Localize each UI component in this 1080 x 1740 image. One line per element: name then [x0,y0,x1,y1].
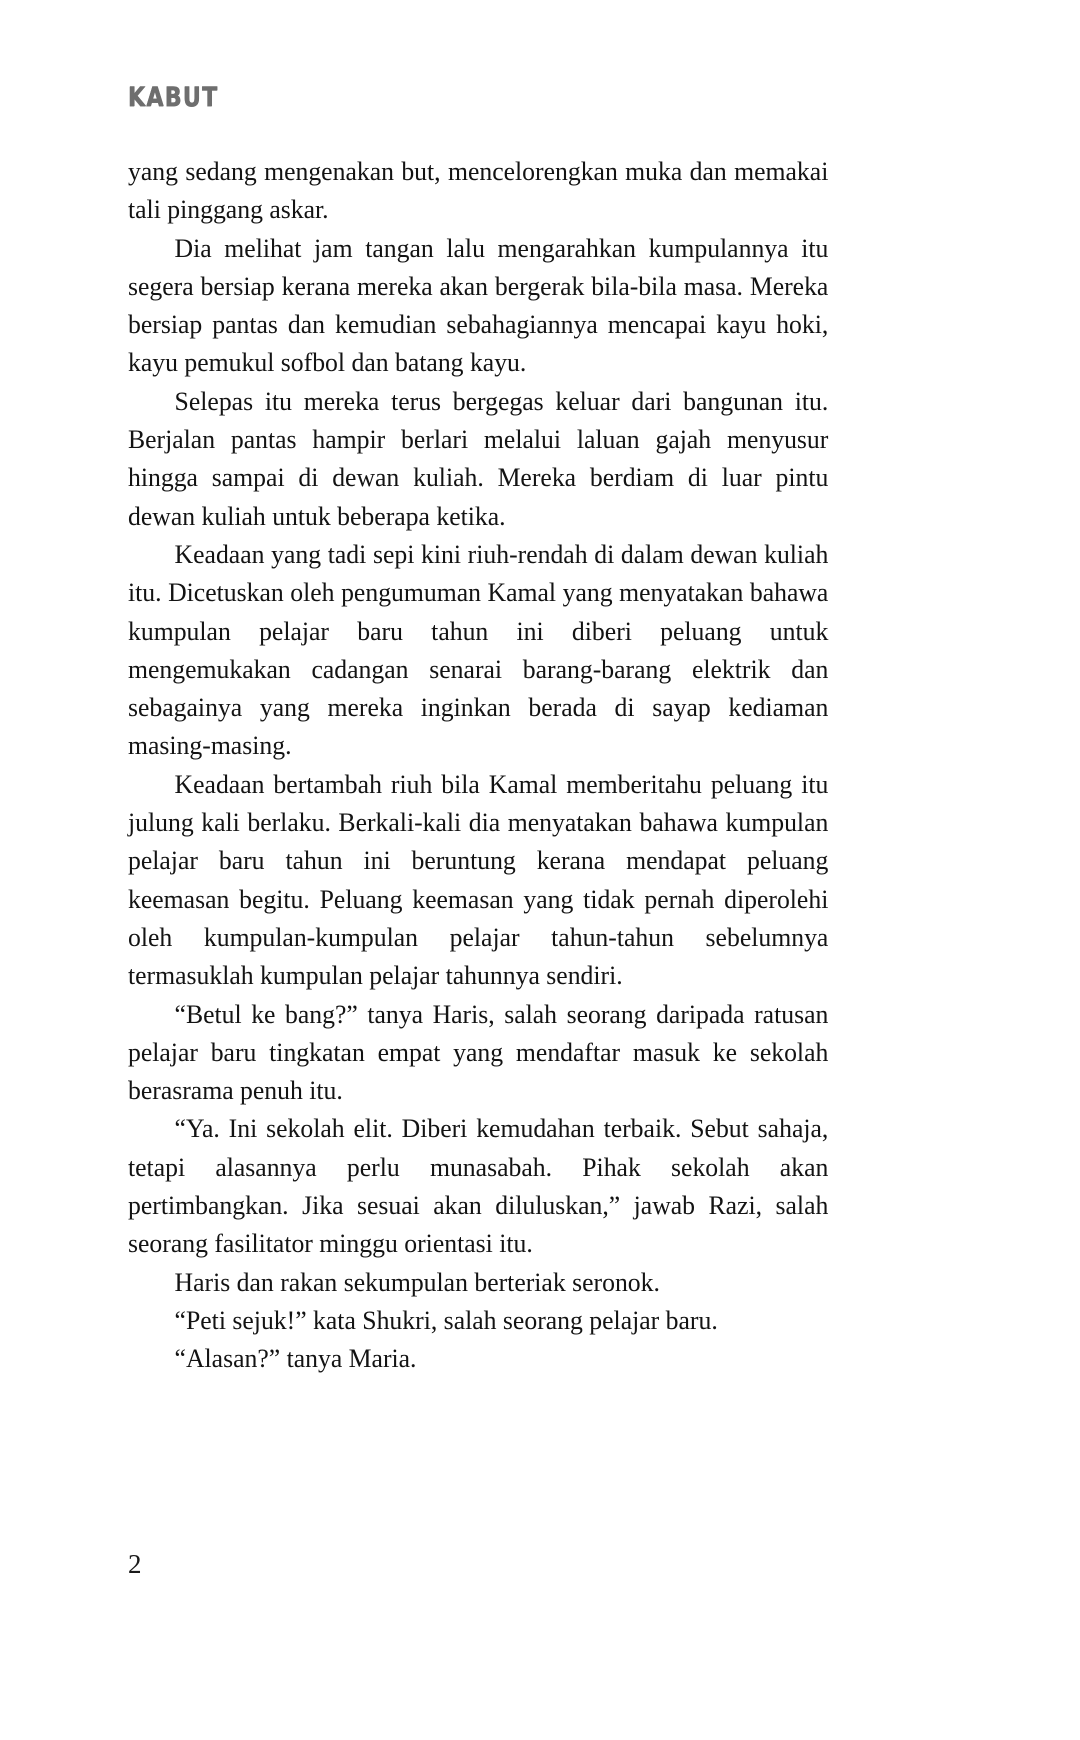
paragraph: “Peti sejuk!” kata Shukri, salah seorang pelajar baru. [174,1304,718,1335]
page-number: 2 [128,1549,142,1579]
paragraph: “Ya. Ini sekolah elit. Diberi kemudahan terbaik. Sebut sahaja, tetapi alasannya perlu munasabah. Pihak sekolah akan pertimbangkan. Jika sesuai akan diluluskan,” jawab Razi, salah seorang fasilitator minggu orientasi itu. [128,1113,829,1259]
paragraph: “Betul ke bang?” tanya Haris, salah seorang daripada ratusan pelajar baru tingkatan empat yang mendaftar masuk ke sekolah berasrama penuh itu. [128,998,829,1106]
paragraph: Dia melihat jam tangan lalu mengarahkan kumpulannya itu segera bersiap kerana mereka akan bergerak bila-bila masa. Mereka bersiap pantas dan kemudian sebahagiannya mencapai kayu hoki, kayu pemukul sofbol dan batang kayu. [128,232,829,378]
paragraph: “Alasan?” tanya Maria. [174,1343,417,1374]
paragraph: Selepas itu mereka terus bergegas keluar dari bangunan itu. Berjalan pantas hampir berlari melalui laluan gajah menyusur hingga sampai di dewan kuliah. Mereka berdiam di luar pintu dewan kuliah untuk beberapa ketika. [128,385,829,531]
paragraph: Keadaan yang tadi sepi kini riuh-rendah di dalam dewan kuliah itu. Dicetuskan oleh pengumuman Kamal yang menyatakan bahawa kumpulan pelajar baru tahun ini diberi peluang untuk mengemukakan cadangan senarai barang-barang elektrik dan sebagainya yang mereka inginkan berada di sayap kediaman masing-masing. [128,538,829,761]
paragraph: Keadaan bertambah riuh bila Kamal memberitahu peluang itu julung kali berlaku. Berkali-kali dia menyatakan bahawa kumpulan pelajar baru tahun ini beruntung kerana mendapat peluang keemasan begitu. Peluang keemasan yang tidak pernah diperolehi oleh kumpulan-kumpulan pelajar tahun-tahun sebelumnya termasuklah kumpulan pelajar tahunnya sendiri. [128,768,829,991]
paragraph: Haris dan rakan sekumpulan berteriak seronok. [174,1266,660,1297]
paragraph: yang sedang mengenakan but, mencelorengkan muka dan memakai tali pinggang askar. [128,156,829,225]
page-body-text [128,152,850,1378]
running-header-title: KABUT [128,82,219,113]
